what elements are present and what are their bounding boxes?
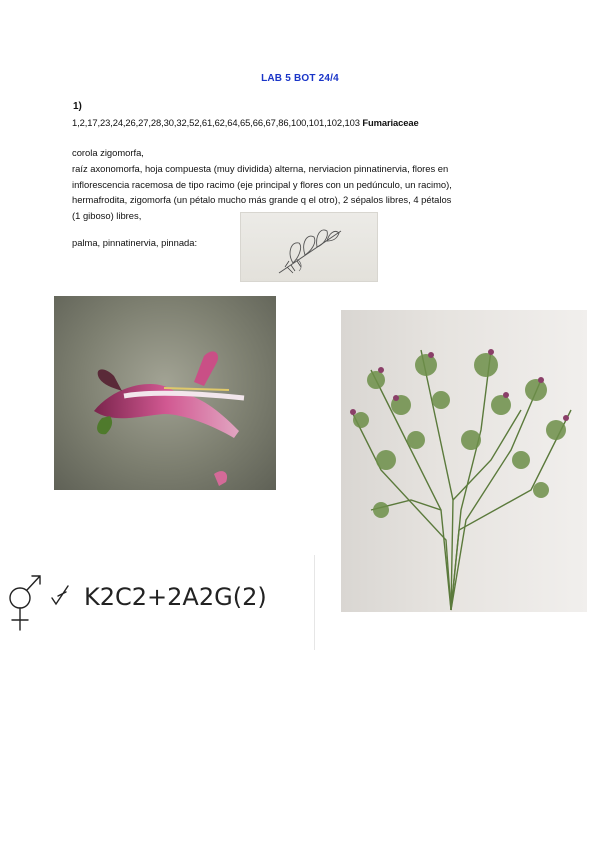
- flower-closeup-photo: [54, 296, 276, 490]
- plant-illustration: [341, 310, 587, 612]
- specimen-line: [72, 117, 419, 128]
- floral-formula: [0, 550, 320, 660]
- page-title: LAB 5 BOT 24/4: [261, 73, 339, 84]
- plant-photo: [341, 310, 587, 612]
- description-line: hermafrodita, zigomorfa (un pétalo mucho más grande q el otro), 2 sépalos libres, 4 pétalos: [72, 194, 452, 205]
- section-number: 1): [73, 101, 82, 112]
- family-name: Fumariaceae: [362, 117, 419, 128]
- description-line: (1 giboso) libres,: [72, 209, 142, 221]
- corolla-note: corola zigomorfa,: [72, 147, 144, 158]
- divider: [314, 555, 315, 650]
- description-line: inflorescencia racemosa de tipo racimo (eje principal y flores con un pedúnculo, un racimo),: [72, 178, 452, 190]
- leaf-note: palma, pinnatinervia, pinnada:: [72, 237, 198, 248]
- leaf-sketch-drawing: [241, 213, 377, 281]
- description-line: raíz axonomorfa, hoja compuesta (muy dividida) alterna, nerviacion pinnatinervia, flores en: [72, 163, 449, 174]
- floral-formula-text: K2C2+2A2G(2): [84, 583, 267, 611]
- flower-illustration: [54, 296, 276, 490]
- leaf-sketch-photo: [240, 212, 378, 282]
- floral-formula-drawing: [0, 550, 320, 660]
- specimen-numbers: 1,2,17,23,24,26,27,28,30,32,52,61,62,64,65,66,67,86,100,101,102,103: [72, 117, 360, 128]
